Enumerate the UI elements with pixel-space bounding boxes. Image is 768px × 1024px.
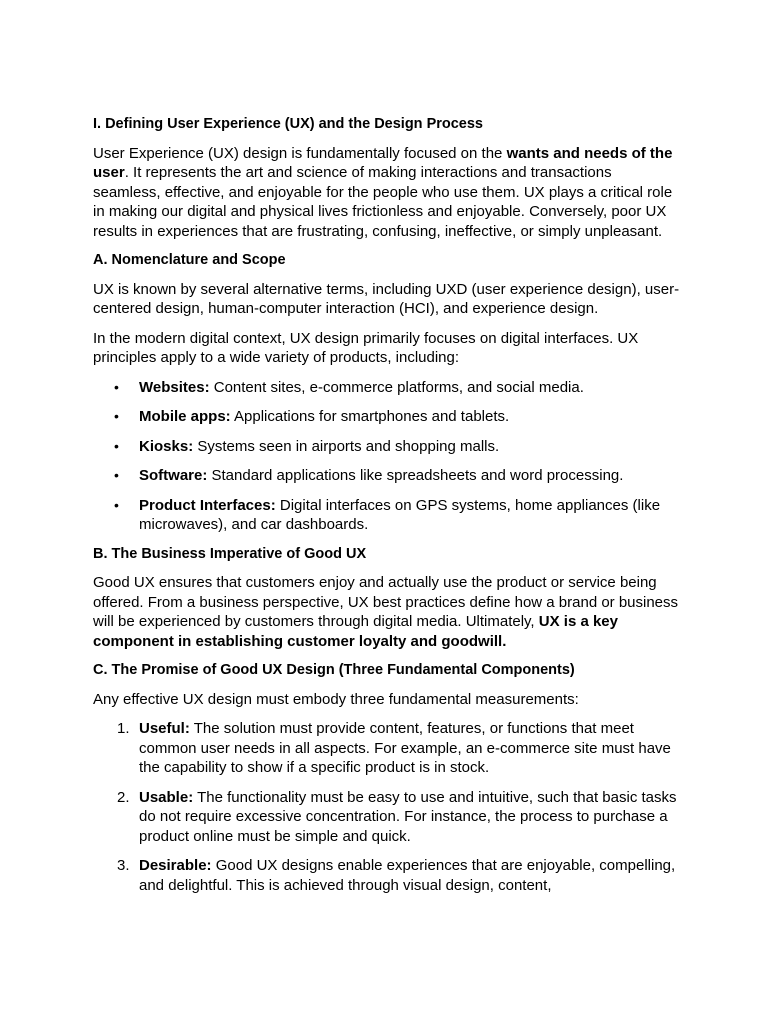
business-paragraph bbox=[93, 573, 683, 651]
list-item bbox=[93, 856, 683, 895]
bullet-icon: • bbox=[114, 437, 119, 454]
list-item bbox=[93, 378, 683, 398]
list-item-label: Kiosks: bbox=[139, 437, 194, 455]
list-item-label: Product Interfaces: bbox=[139, 496, 276, 514]
list-item-text: The solution must provide content, features, or functions that meet common user needs in all aspects. For example, an e-commerce site must have the capability to show if a specific product is in stock. bbox=[139, 720, 671, 776]
list-item bbox=[93, 788, 683, 847]
business-text-bold: UX is a key component in establishing customer loyalty and goodwill. bbox=[93, 613, 618, 650]
section-heading-nomenclature: A. Nomenclature and Scope bbox=[93, 252, 286, 268]
list-item-label: Software: bbox=[139, 467, 208, 484]
list-item bbox=[93, 437, 683, 457]
promise-paragraph: Any effective UX design must embody three fundamental measurements: bbox=[93, 690, 579, 708]
list-item-text: Applications for smartphones and tablets. bbox=[230, 408, 510, 425]
list-item-label: Mobile apps: bbox=[139, 408, 231, 425]
list-item-label: Useful: bbox=[139, 720, 190, 737]
list-item-text: Systems seen in airports and shopping malls. bbox=[193, 437, 500, 455]
components-numbered-list bbox=[93, 719, 683, 895]
list-item-text: Digital interfaces on GPS systems, home appliances (like microwaves), and car dashboards. bbox=[139, 496, 661, 533]
document-page bbox=[93, 115, 683, 905]
section-heading-promise: C. The Promise of Good UX Design (Three Fundamental Components) bbox=[93, 662, 575, 678]
intro-text-bold: wants and needs of the user bbox=[93, 144, 673, 181]
list-item-text: Standard applications like spreadsheets and word processing. bbox=[207, 467, 624, 484]
list-number: 3. bbox=[117, 857, 130, 874]
section-heading-business: B. The Business Imperative of Good UX bbox=[93, 545, 367, 562]
list-item bbox=[93, 466, 683, 486]
list-item-label: Usable: bbox=[139, 788, 194, 806]
bullet-icon: • bbox=[114, 467, 119, 483]
product-bullet-list bbox=[93, 378, 683, 535]
bullet-icon: • bbox=[114, 408, 119, 424]
list-item-text: The functionality must be easy to use and intuitive, such that basic tasks do not require excessive concentration. For instance, the process to purchase a product online must be simple and quick. bbox=[139, 788, 677, 845]
intro-paragraph bbox=[93, 144, 683, 242]
list-item-text: Content sites, e-commerce platforms, and social media. bbox=[209, 378, 584, 396]
list-item-label: Websites: bbox=[139, 378, 210, 396]
nomenclature-paragraph: UX is known by several alternative terms, including UXD (user experience design), user-centered design, human-computer interaction (HCI), and experience design. bbox=[93, 280, 680, 317]
list-item bbox=[93, 407, 683, 427]
business-text-a: Good UX ensures that customers enjoy and actually use the product or service being offered. From a business perspective, UX best practices define how a brand or business will be experienced by customers through digital media. Ultimately, bbox=[93, 574, 679, 630]
list-number: 2. bbox=[117, 788, 130, 806]
list-item bbox=[93, 496, 683, 535]
intro-text-a: User Experience (UX) design is fundamentally focused on the bbox=[93, 144, 507, 162]
scope-paragraph: In the modern digital context, UX design primarily focuses on digital interfaces. UX principles apply to a wide variety of products, including: bbox=[93, 329, 639, 366]
list-item-label: Desirable: bbox=[139, 857, 212, 874]
bullet-icon: • bbox=[114, 496, 119, 513]
bullet-icon: • bbox=[114, 378, 119, 395]
list-item bbox=[93, 719, 683, 778]
list-number: 1. bbox=[117, 720, 130, 737]
intro-text-c: . It represents the art and science of making interactions and transactions seamless, effective, and enjoyable for the people who use them. UX plays a critical role in making our digital and physical lives frictionless and enjoyable. Conversely, poor UX results in experiences that are frustrating, confusing, ineffective, or simply unpleasant. bbox=[93, 164, 673, 240]
list-item-text: Good UX designs enable experiences that are enjoyable, compelling, and delightful. This is achieved through visual design, content, bbox=[139, 857, 676, 894]
section-heading-defining-ux: I. Defining User Experience (UX) and the Design Process bbox=[93, 116, 483, 132]
